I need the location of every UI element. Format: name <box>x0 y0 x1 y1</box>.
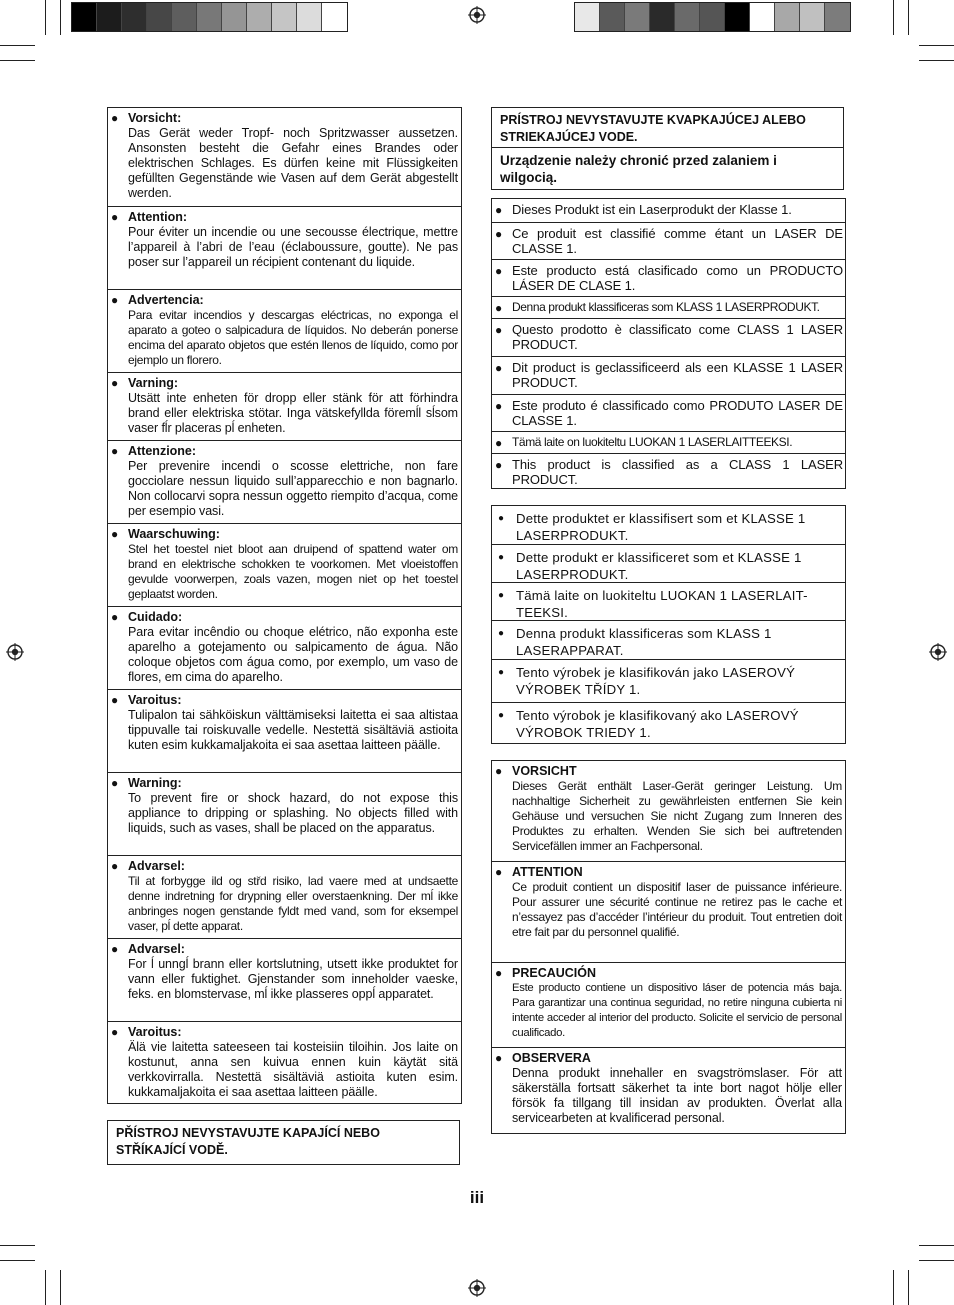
registration-mark-icon <box>929 643 947 661</box>
warning-text: Pour éviter un incendie ou une secousse électrique, mettre l’appareil à l’abri de l’eau (éclaboussure, goutte). Ne pas poser sur l’appareil un récipient contenant du liquide. <box>128 225 458 269</box>
caution-text: Ce produit contient un dispositif laser de puissance inférieure. Pour assurer une sécurité continue ne retirez pas le cache et n’essayez pas d’accéder l’intérieur du produit. Tout entretien doit etre fait par du personnel qualifié. <box>512 880 842 939</box>
laser-item-en <box>492 454 845 490</box>
color-swatch <box>247 3 272 31</box>
warning-title: Varoitus: <box>128 1025 182 1039</box>
warning-title: Advarsel: <box>128 942 185 956</box>
slovak-water-warning: PRÍSTROJ NEVYSTAVUJTE KVAPKAJÚCEJ ALEBO STRIEKAJÚCEJ VODE. <box>492 108 843 148</box>
laser-item-sv <box>492 297 845 319</box>
bullet-icon: ● <box>495 436 503 450</box>
warning-text: Para evitar incendios y descargas eléctricas, no exponga el aparato a goteo o salpicadura de líquidos. No deberán ponerse encima del aparato objetos que estén llenos de líquido, como por ejemplo un florero. <box>128 308 458 367</box>
laser-text: Denna produkt klassificeras som KLASS 1 LASERPRODUKT. <box>512 300 820 314</box>
bullet-icon: ● <box>495 361 503 375</box>
warning-item-de <box>108 108 461 207</box>
color-swatch <box>675 3 700 31</box>
laser-item-sk <box>492 703 845 743</box>
warning-item-en <box>108 773 461 856</box>
laser-item-sv <box>492 621 845 660</box>
warning-text: Til at forbygge ild og střd risiko, lad vaere med at undsaette denne indretning for drypning eller overstaenkning. Der mĺ ikke anbringes nogen genstande fyldt med vand, som for eksempel vaser, pĺ dette apparat. <box>128 874 458 933</box>
bullet-icon: ● <box>111 942 119 956</box>
laser-text: Este produto é classificado como PRODUTO LASER DE CLASSE 1. <box>512 398 843 428</box>
bullet-icon: ● <box>495 966 503 980</box>
bullet-icon: ● <box>498 513 505 524</box>
color-swatch <box>600 3 625 31</box>
slovak-polish-warning-box <box>491 107 844 190</box>
caution-title: VORSICHT <box>512 764 577 778</box>
laser-item-de <box>492 199 845 223</box>
warning-text: Das Gerät weder Tropf- noch Spritzwasser aussetzen. Ansonsten besteht die Gefahr eines Brandes oder elektrischen Schlages. Es dürfen keine mit Flüssigkeiten gefüllten Gegenstände wie Vasen auf dem Gerät abgestellt werden. <box>128 126 458 200</box>
bullet-icon: ● <box>111 610 119 624</box>
laser-text: Dit product is geclassificeerd als een KLASSE 1 LASER PRODUCT. <box>512 360 843 390</box>
color-swatch <box>222 3 247 31</box>
warning-item-sv <box>108 373 461 441</box>
bullet-icon: ● <box>111 693 119 707</box>
warning-item-it <box>108 441 461 524</box>
czech-water-warning: PŘÍSTROJ NEVYSTAVUJTE KAPAJÍCÍ NEBO STŘÍKAJÍCÍ VODĚ. <box>107 1120 460 1165</box>
warning-text: Para evitar incêndio ou choque elétrico, não exponha este aparelho a gotejamento ou salpicamento de água. Não coloque objetos com água como, por exemplo, um vaso de flores, em cima do aparelho. <box>128 625 458 684</box>
laser-item-nl <box>492 357 845 395</box>
crop-mark <box>893 1270 894 1305</box>
laser-item-da <box>492 545 845 583</box>
crop-mark <box>919 1245 954 1246</box>
laser-text: Tento výrobok je klasifikovaný ako LASEROVÝ VÝROBOK TRIEDY 1. <box>516 708 799 740</box>
caution-title: OBSERVERA <box>512 1051 591 1065</box>
laser-class-panel-nordic-czech <box>491 505 846 744</box>
bullet-icon: ● <box>495 301 503 315</box>
laser-item-no <box>492 506 845 545</box>
color-swatch <box>725 3 750 31</box>
color-swatch <box>297 3 322 31</box>
warning-item-fi-2 <box>108 1022 461 1104</box>
caution-item-de <box>492 761 845 862</box>
crop-mark <box>45 0 46 35</box>
warning-title: Advarsel: <box>128 859 185 873</box>
color-calibration-strip-right <box>574 2 851 32</box>
laser-text: Denna produkt klassificeras som KLASS 1 LASERAPPARAT. <box>516 626 772 658</box>
crop-mark <box>60 1270 61 1305</box>
bullet-icon: ● <box>495 764 503 778</box>
color-swatch <box>750 3 775 31</box>
crop-mark <box>893 0 894 35</box>
caution-title: PRECAUCIÓN <box>512 966 597 980</box>
caution-text: Este producto contiene un dispositivo láser de potencia más baja. Para garantizar una continua seguridad, no retire ninguna cubierta ni intente acceder al interior del producto. Solicite el servicio de personal cualificado. <box>512 982 842 1039</box>
caution-item-fr <box>492 862 845 963</box>
crop-mark <box>0 60 35 61</box>
bullet-icon: ● <box>495 1051 503 1065</box>
laser-text: Tento výrobek je klasifikován jako LASEROVÝ VÝROBEK TŘÍDY 1. <box>516 665 796 697</box>
laser-item-fi <box>492 432 845 454</box>
water-warning-panel <box>107 107 462 1104</box>
caution-title: ATTENTION <box>512 865 583 879</box>
warning-text: Älä vie laitetta sateeseen tai kosteisiin tiloihin. Jos laite on kostunut, anna sen kuivua ennen kuin käytät sitä verkkovirralla. Nestettä sisältäviä astioita kuten esim. kukkamaljakoita ei saa asettaa laitteen päälle. <box>128 1040 458 1099</box>
laser-caution-panel <box>491 760 846 1134</box>
color-swatch <box>700 3 725 31</box>
laser-text: This product is classified as a CLASS 1 LASER PRODUCT. <box>512 457 843 487</box>
bullet-icon: ● <box>498 667 505 678</box>
laser-text: Ce produit est classifié comme étant un LASER DE CLASSE 1. <box>512 226 843 256</box>
color-swatch <box>625 3 650 31</box>
laser-text: Questo prodotto è classificato come CLASS 1 LASER PRODUCT. <box>512 322 843 352</box>
color-swatch <box>650 3 675 31</box>
warning-title: Varoitus: <box>128 693 182 707</box>
color-swatch <box>172 3 197 31</box>
warning-item-es <box>108 290 461 373</box>
warning-item-pt <box>108 607 461 690</box>
crop-mark <box>60 0 61 35</box>
bullet-icon: ● <box>495 227 503 241</box>
crop-mark <box>919 1260 954 1261</box>
bullet-icon: ● <box>495 865 503 879</box>
bullet-icon: ● <box>111 444 119 458</box>
laser-class-panel <box>491 198 846 489</box>
bullet-icon: ● <box>498 590 505 601</box>
warning-text: Stel het toestel niet bloot aan druipend of spattend water om brand en elektrische schokken te voorkomen. Met vloeistoffen gevulde voorwerpen, zoals vazen, mogen niet op het toestel geplaatst worden. <box>128 542 458 601</box>
laser-item-pt <box>492 395 845 432</box>
color-swatch <box>800 3 825 31</box>
bullet-icon: ● <box>111 111 119 125</box>
color-swatch <box>72 3 97 31</box>
caution-text: Denna produkt innehaller en svagströmslaser. För att säkerställa fortsatt säkerhet ta inte bort nagot hölje eller försök fa tillgang till insidan av produkten. Överlat alla servicearbeten at kvalificerad personal. <box>512 1066 842 1125</box>
registration-mark-icon <box>468 6 486 24</box>
color-swatch <box>197 3 222 31</box>
bullet-icon: ● <box>111 376 119 390</box>
crop-mark <box>919 60 954 61</box>
bullet-icon: ● <box>495 458 503 472</box>
laser-item-it <box>492 319 845 357</box>
registration-mark-icon <box>468 1279 486 1297</box>
color-swatch <box>147 3 172 31</box>
warning-item-fr <box>108 207 461 290</box>
bullet-icon: ● <box>498 552 505 563</box>
warning-item-no <box>108 939 461 1022</box>
bullet-icon: ● <box>111 859 119 873</box>
laser-item-fr <box>492 223 845 260</box>
laser-item-fi <box>492 583 845 621</box>
warning-title: Cuidado: <box>128 610 183 624</box>
warning-text: Utsätt inte enheten för dropp eller stänk för att förhindra brand eller elektriska stötar. Inga vätskefyllda föremĺl sĺsom vaser fĺr placeras pĺ enheten. <box>128 391 458 435</box>
crop-mark <box>0 1260 35 1261</box>
crop-mark <box>45 1270 46 1305</box>
caution-text: Dieses Gerät enthält Laser-Gerät geringer Leistung. Um nachhaltige Sicherheit zu gewährleisten entfernen Sie kein Gehäuse und versuchen Sie nicht Zugang zum Inneren des Produktes zu erhalten. Wenden Sie sich bei auftretenden Servicefällen immer an Fachpersonal. <box>512 779 842 853</box>
warning-text: Per prevenire incendi o scosse elettriche, non fare gocciolare nessun liquido sull’apparecchio e non bagnarlo. Non collocarvi sopra nessun oggetto riempito d’acqua, come per esempio vasi. <box>128 459 458 518</box>
bullet-icon: ● <box>111 1025 119 1039</box>
warning-text: Tulipalon tai sähköiskun välttämiseksi laitetta ei saa altistaa tippuvalle tai roiskuvalle vedelle. Nestettä sisältäviä astioita kuten esim kukkamaljakoita ei saa asettaa laitteen päälle. <box>128 708 458 752</box>
laser-text: Tämä laite on luokiteltu LUOKAN 1 LASERLAIT-TEEKSI. <box>516 588 808 620</box>
bullet-icon: ● <box>498 628 505 639</box>
bullet-icon: ● <box>111 293 119 307</box>
color-swatch <box>775 3 800 31</box>
warning-item-nl <box>108 524 461 607</box>
color-swatch <box>272 3 297 31</box>
bullet-icon: ● <box>495 203 503 217</box>
bullet-icon: ● <box>498 710 505 721</box>
warning-title: Waarschuwing: <box>128 527 220 541</box>
caution-item-sv <box>492 1048 845 1133</box>
bullet-icon: ● <box>495 264 503 278</box>
registration-mark-icon <box>6 643 24 661</box>
color-calibration-strip-left <box>71 2 348 32</box>
polish-water-warning: Urządzenie należy chronić przed zalaniem i wilgocią. <box>500 153 777 185</box>
color-swatch <box>575 3 600 31</box>
page-number: iii <box>469 1188 485 1207</box>
laser-item-cs <box>492 660 845 703</box>
crop-mark <box>919 45 954 46</box>
laser-text: Dieses Produkt ist ein Laserprodukt der Klasse 1. <box>512 202 792 217</box>
laser-text: Dette produkt er klassificeret som et KLASSE 1 LASERPRODUKT. <box>516 550 802 582</box>
laser-item-es <box>492 260 845 297</box>
crop-mark <box>0 1245 35 1246</box>
warning-title: Advertencia: <box>128 293 204 307</box>
warning-text: For ĺ unngĺ brann eller kortslutning, utsett ikke produktet for vann eller fuktighet. Gjenstander som inneholder vaeske, feks. en blomstervase, mĺ ikke plasseres oppĺ apparatet. <box>128 957 458 1001</box>
bullet-icon: ● <box>111 210 119 224</box>
warning-title: Vorsicht: <box>128 111 182 125</box>
bullet-icon: ● <box>495 399 503 413</box>
color-swatch <box>122 3 147 31</box>
caution-item-es <box>492 963 845 1048</box>
warning-item-fi <box>108 690 461 773</box>
warning-title: Attention: <box>128 210 188 224</box>
crop-mark <box>908 0 909 35</box>
warning-item-da <box>108 856 461 939</box>
color-swatch <box>322 3 347 31</box>
bullet-icon: ● <box>111 776 119 790</box>
warning-title: Varning: <box>128 376 179 390</box>
warning-title: Warning: <box>128 776 182 790</box>
laser-text: Este producto está clasificado como un PRODUCTO LÁSER DE CLASE 1. <box>512 263 843 293</box>
warning-text: To prevent fire or shock hazard, do not expose this appliance to dripping or splashing. No objects filled with liquids, such as vases, shall be placed on the apparatus. <box>128 791 458 835</box>
crop-mark <box>0 45 35 46</box>
laser-text: Tämä laite on luokiteltu LUOKAN 1 LASERLAITTEEKSI. <box>512 435 793 449</box>
laser-text: Dette produktet er klassifisert som et KLASSE 1 LASERPRODUKT. <box>516 511 806 543</box>
bullet-icon: ● <box>495 323 503 337</box>
bullet-icon: ● <box>111 527 119 541</box>
color-swatch <box>97 3 122 31</box>
crop-mark <box>908 1270 909 1305</box>
warning-title: Attenzione: <box>128 444 197 458</box>
color-swatch <box>825 3 850 31</box>
